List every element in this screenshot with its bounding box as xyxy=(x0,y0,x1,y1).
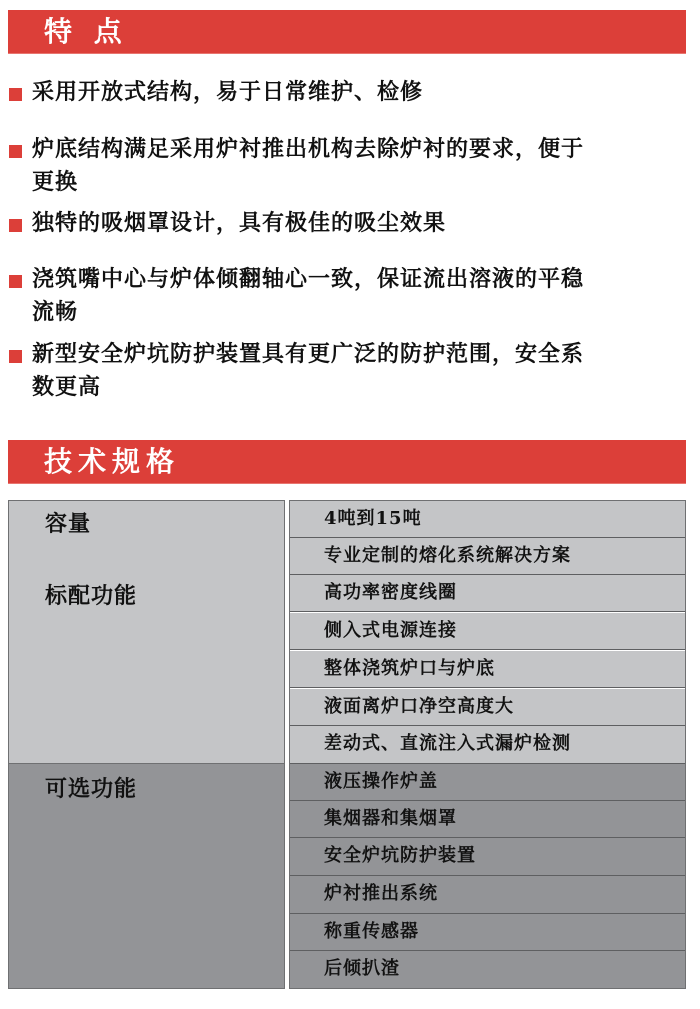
spec-value: 整体浇筑炉口与炉底 xyxy=(324,658,495,679)
spec-row-optional xyxy=(290,876,685,914)
specs-title: 技术规格 xyxy=(44,445,181,478)
spec-value: 安全炉坑防护装置 xyxy=(324,845,476,866)
feature-text-cont: 流畅 xyxy=(32,299,79,325)
spec-values-column xyxy=(289,500,686,989)
feature-text-cont: 数更高 xyxy=(32,374,102,400)
spec-row xyxy=(290,613,685,650)
spec-row xyxy=(290,501,685,538)
spec-row xyxy=(290,726,685,764)
feature-text-cont: 更换 xyxy=(32,169,79,195)
spec-row-optional xyxy=(290,801,685,838)
spec-row xyxy=(290,689,685,726)
optional-label: 可选功能 xyxy=(45,776,138,802)
square-bullet-icon xyxy=(9,275,22,288)
spec-row-optional xyxy=(290,764,685,801)
spec-value: 集烟器和集烟罩 xyxy=(324,808,457,829)
square-bullet-icon xyxy=(9,88,22,101)
spec-value: 液面离炉口净空高度大 xyxy=(324,696,514,717)
standard-label: 标配功能 xyxy=(45,583,138,609)
spec-row xyxy=(290,651,685,688)
features-title: 特 点 xyxy=(44,15,128,48)
spec-row-optional xyxy=(290,951,685,988)
spec-value: 差动式、直流注入式漏炉检测 xyxy=(324,733,571,754)
specs-table xyxy=(8,500,686,989)
spec-row xyxy=(290,575,685,612)
square-bullet-icon xyxy=(9,219,22,232)
specs-header xyxy=(8,440,686,484)
spec-value: 4吨到15吨 xyxy=(324,508,422,529)
capacity-label: 容量 xyxy=(45,511,92,537)
spec-row-optional xyxy=(290,838,685,876)
square-bullet-icon xyxy=(9,145,22,158)
feature-text: 炉底结构满足采用炉衬推出机构去除炉衬的要求，便于 xyxy=(32,136,585,162)
optional-label-cell xyxy=(8,763,285,989)
spec-row xyxy=(290,538,685,575)
spec-value: 专业定制的熔化系统解决方案 xyxy=(324,545,571,566)
spec-row-optional xyxy=(290,914,685,951)
feature-text: 浇筑嘴中心与炉体倾翻轴心一致，保证流出溶液的平稳 xyxy=(32,266,585,292)
feature-text: 独特的吸烟罩设计，具有极佳的吸尘效果 xyxy=(32,210,447,236)
spec-value: 液压操作炉盖 xyxy=(324,771,438,792)
spec-value: 炉衬推出系统 xyxy=(324,883,438,904)
spec-value: 高功率密度线圈 xyxy=(324,582,457,603)
spec-value: 后倾扒渣 xyxy=(324,958,400,979)
standard-label-cell xyxy=(8,500,285,763)
spec-value: 侧入式电源连接 xyxy=(324,620,457,641)
spec-value: 称重传感器 xyxy=(324,921,419,942)
features-header xyxy=(8,10,686,54)
feature-text: 新型安全炉坑防护装置具有更广泛的防护范围，安全系 xyxy=(32,341,585,367)
square-bullet-icon xyxy=(9,350,22,363)
feature-text: 采用开放式结构，易于日常维护、检修 xyxy=(32,79,424,105)
